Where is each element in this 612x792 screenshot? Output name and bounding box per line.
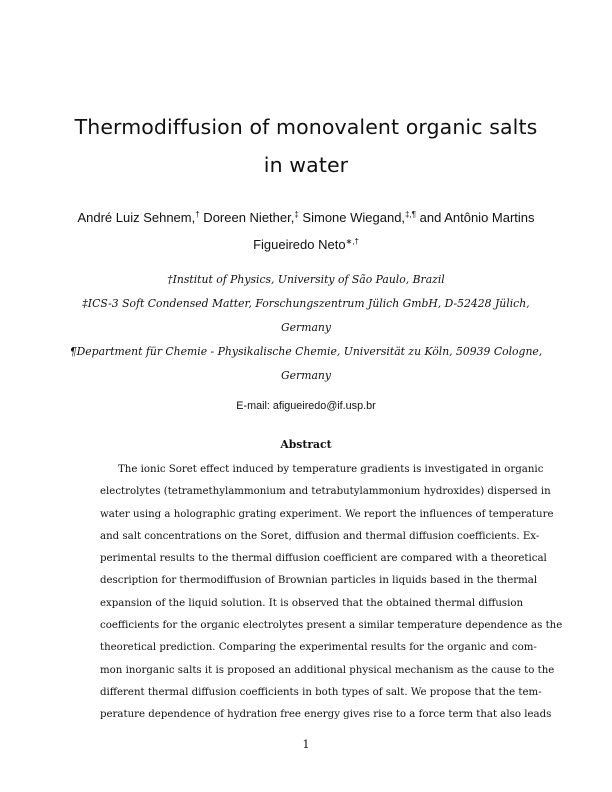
- abstract-line: The ionic Soret effect induced by temperature gradients is investigated in organic: [118, 464, 544, 475]
- abstract-line: perimental results to the thermal diffusion coefficient are compared with a theoretical: [100, 553, 547, 565]
- abstract-heading: Abstract: [280, 438, 332, 451]
- title-line-2: in water: [263, 153, 349, 177]
- affiliation-line: ‡ICS-3 Soft Condensed Matter, Forschungszentrum Jülich GmbH, D-52428 Jülich,: [82, 297, 530, 310]
- abstract-line: different thermal diffusion coefficients in both types of salt. We propose that the tem-: [100, 686, 542, 698]
- paper-title: [60, 108, 552, 184]
- abstract-line: electrolytes (tetramethylammonium and tetrabutylammonium hydroxides) dispersed in: [100, 486, 551, 498]
- author-mark: ‡,¶: [405, 210, 417, 219]
- abstract-line: expansion of the liquid solution. It is observed that the obtained thermal diffusion: [100, 597, 524, 609]
- author-mark: †: [195, 210, 200, 219]
- title-line-1: Thermodiffusion of monovalent organic salts: [74, 115, 538, 139]
- abstract-body: [100, 459, 563, 727]
- abstract-line: theoretical prediction. Comparing the experimental results for the organic and com-: [100, 642, 537, 654]
- page-number: 1: [302, 738, 310, 751]
- author-neto-last: Figueiredo Neto: [253, 237, 346, 252]
- author-mark: ∗,†: [345, 237, 359, 246]
- abstract-line: description for thermodiffusion of Brownian particles in liquids based in the thermal: [100, 575, 538, 587]
- author-line-1: [60, 204, 552, 231]
- abstract-line: mon inorganic salts it is proposed an additional physical mechanism as the cause to the: [100, 664, 555, 676]
- abstract-line: perature dependence of hydration free energy gives rise to a force term that also leads: [100, 709, 552, 721]
- author-line-2: [60, 231, 552, 258]
- affiliation-line: Germany: [281, 321, 331, 334]
- author-list: [60, 204, 552, 258]
- abstract-line: coefficients for the organic electrolytes present a similar temperature dependence as the: [100, 620, 563, 632]
- abstract-line: water using a holographic grating experiment. We report the influences of temperature: [100, 508, 554, 520]
- author-mark: ‡: [294, 210, 299, 219]
- abstract-line: and salt concentrations on the Soret, diffusion and thermal diffusion coefficients. Ex-: [100, 530, 540, 542]
- affiliation-line: Germany: [281, 369, 331, 382]
- author-niether: Doreen Niether,: [199, 210, 295, 225]
- affiliations: [40, 268, 572, 388]
- author-neto-first: and Antônio Martins: [416, 210, 535, 225]
- affiliation-line: ¶Department für Chemie - Physikalische Chemie, Universität zu Köln, 50939 Cologne,: [69, 345, 543, 358]
- author-wiegand: Simone Wiegand,: [298, 210, 406, 225]
- affiliation-line: †Institut of Physics, University of São Paulo, Brazil: [167, 273, 445, 286]
- author-sehnem: André Luiz Sehnem,: [77, 210, 196, 225]
- contact-email: E-mail: afigueiredo@if.usp.br: [236, 400, 376, 412]
